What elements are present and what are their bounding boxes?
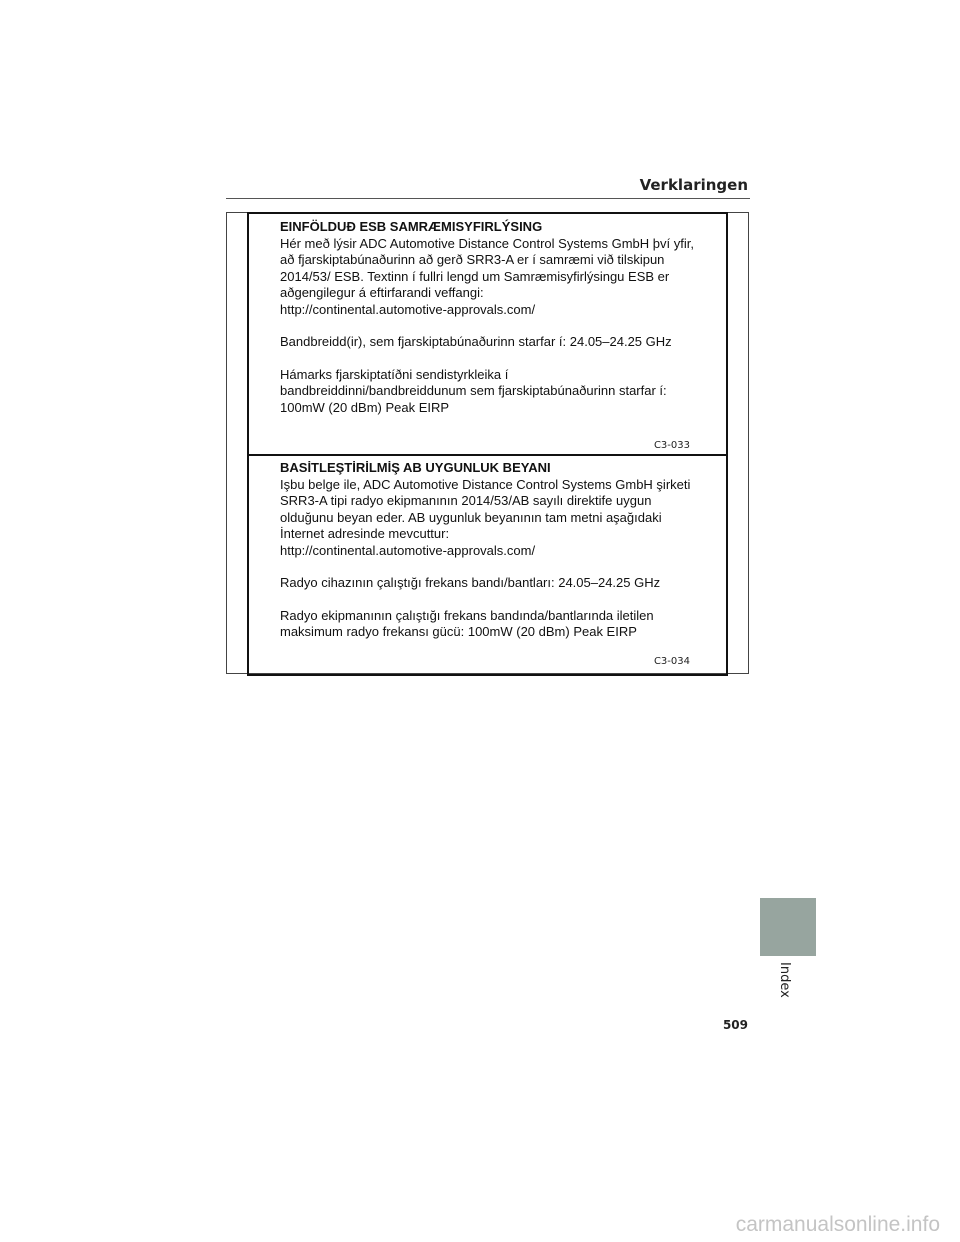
side-tab [760,898,816,956]
text-line: aðgengilegur á eftirfarandi veffangi: [280,285,484,300]
text-line: 2014/53/ ESB. Textinn í fullri lengd um Samræmisyfirlýsingu ESB er [280,268,670,284]
header-rule [226,198,750,199]
url-line: http://continental.automotive-approvals.com/ [280,542,536,558]
text-line: olduğunu beyan eder. AB uygunluk beyanının tam metni aşağıdaki [280,509,662,525]
text-line: Bandbreidd(ir), sem fjarskiptabúnaðurinn starfar í: 24.05–24.25 GHz [280,334,672,349]
text-line: Radyo cihazının çalıştığı frekans bandı/bantları: 24.05–24.25 GHz [280,575,661,590]
text-line: Hámarks fjarskiptatíðni sendistyrkleika í [280,366,509,382]
text-line: 100mW (20 dBm) Peak EIRP [280,399,450,415]
paragraph [280,477,700,560]
paragraph [280,236,700,319]
section-divider [247,454,728,456]
text-line: Radyo ekipmanının çalıştığı frekans bandında/bantlarında iletilen [280,607,654,623]
text-line: İnternet adresinde mevcuttur: [280,526,450,541]
text-line: Işbu belge ile, ADC Automotive Distance Control Systems GmbH şirketi [280,476,691,492]
paragraph [280,575,700,592]
section-code: C3-034 [653,656,690,667]
paragraph [280,608,700,641]
text-line: bandbreiddinni/bandbreiddunum sem fjarskiptabúnaðurinn starfar í: [280,383,667,398]
text-line: Hér með lýsir ADC Automotive Distance Control Systems GmbH því yfir, [280,235,694,251]
paragraph [280,367,700,417]
text-line: SRR3-A tipi radyo ekipmanının 2014/53/AB sayılı direktife uygun [280,493,652,508]
page-header-title: Verklaringen [639,176,748,194]
side-tab-label: Index [777,962,792,998]
watermark: carmanualsonline.info [735,1213,940,1236]
section-title: EINFÖLDUÐ ESB SAMRÆMISYFIRLÝSING [280,219,543,234]
declaration-turkish [280,460,700,641]
page-number: 509 [722,1018,748,1032]
section-title: BASİTLEŞTİRİLMİŞ AB UYGUNLUK BEYANI [280,460,551,475]
paragraph [280,334,700,351]
text-line: maksimum radyo frekansı gücü: 100mW (20 dBm) Peak EIRP [280,624,637,639]
url-line: http://continental.automotive-approvals.com/ [280,301,536,317]
text-line: að fjarskiptabúnaðurinn að gerð SRR3-A er í samræmi við tilskipun [280,252,665,267]
section-code: C3-033 [653,440,690,451]
declaration-icelandic [280,219,700,416]
